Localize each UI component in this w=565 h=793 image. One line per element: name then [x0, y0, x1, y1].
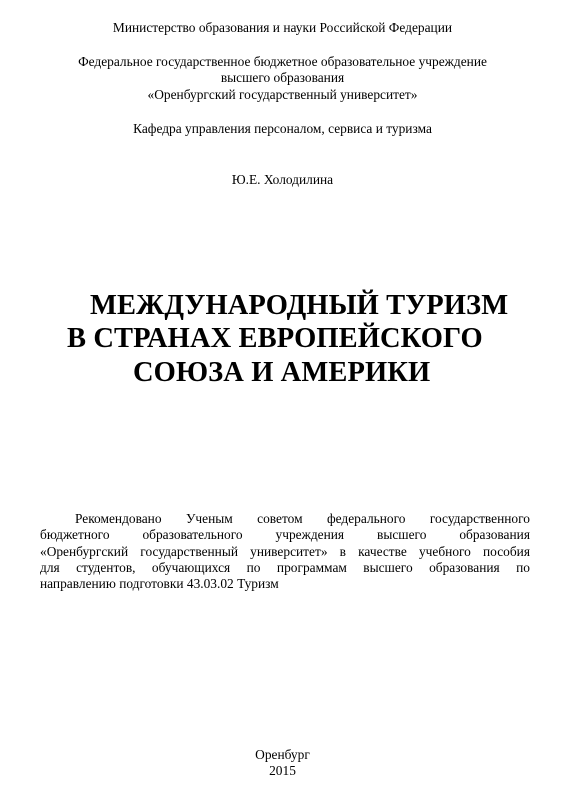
year-line: 2015 — [269, 763, 296, 778]
recommendation-text — [40, 511, 530, 592]
ministry-line: Министерство образования и науки Российской Федерации — [112, 20, 453, 35]
recommendation-line-4: для студентов, обучающихся по программам высшего образования по — [40, 559, 530, 575]
author-name: Ю.Е. Холодилина — [231, 172, 334, 187]
institution-line-2: высшего образования — [220, 70, 345, 85]
recommendation-line-2: бюджетного образовательного учреждения высшего образования — [40, 527, 530, 543]
recommendation-line-1: Рекомендовано Ученым советом федерального государственного — [75, 511, 530, 526]
department-line: Кафедра управления персоналом, сервиса и туризма — [133, 121, 432, 136]
institution-line-3: «Оренбургский государственный университет» — [147, 87, 418, 102]
city-line: Оренбург — [255, 747, 310, 762]
institution-line-1: Федеральное государственное бюджетное образовательное учреждение — [78, 54, 487, 69]
title-line-1: МЕЖДУНАРОДНЫЙ ТУРИЗМ — [90, 290, 509, 321]
recommendation-line-3: «Оренбургский государственный университет» в качестве учебного пособия — [40, 543, 530, 559]
title-line-3: СОЮЗА И АМЕРИКИ — [133, 357, 431, 388]
title-line-2: В СТРАНАХ ЕВРОПЕЙСКОГО — [67, 323, 483, 354]
recommendation-line-5: направлению подготовки 43.03.02 Туризм — [40, 576, 279, 592]
